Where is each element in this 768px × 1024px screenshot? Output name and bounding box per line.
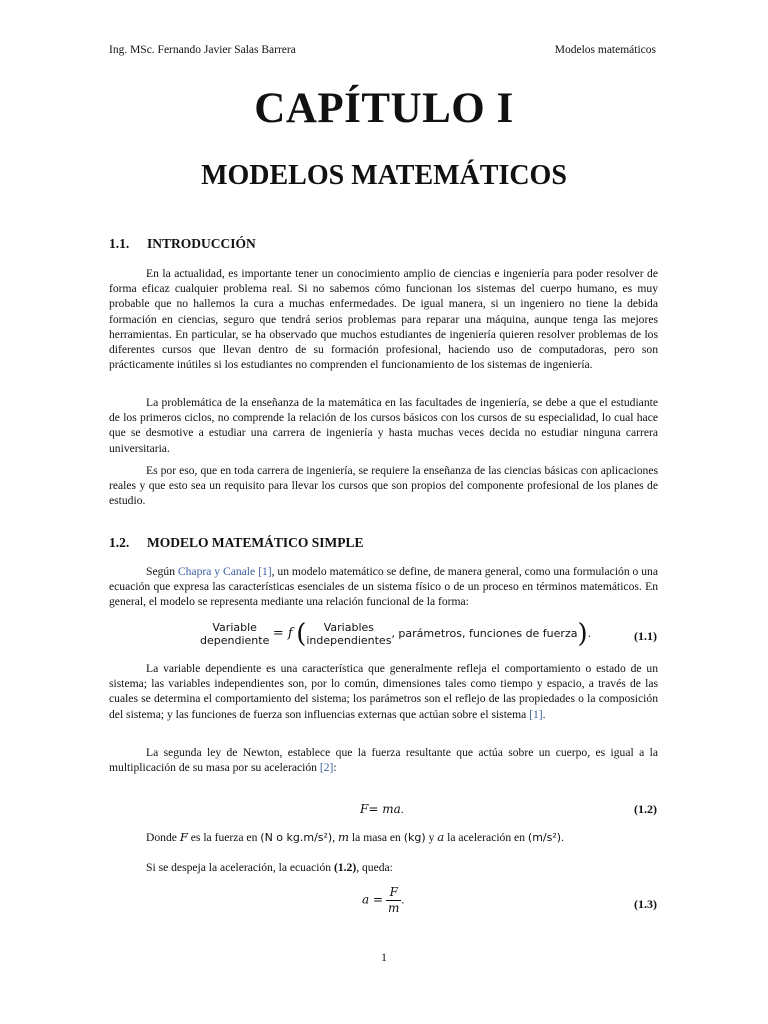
section-title: MODELO MATEMÁTICO SIMPLE <box>147 535 364 550</box>
chapter-subtitle: MODELOS MATEMÁTICOS <box>201 160 567 191</box>
equation-1-1: Variable dependiente = f ( Variables independientes, parámetros, funciones de fuerza). <box>200 619 592 649</box>
intro-paragraph-2: La problemática de la enseñanza de la matemática en las facultades de ingeniería, se debe a que el estudiante de los primeros ciclos, no comprende la relación de los cursos básicos con los cursos de su especialidad, lo cual hace que se desmotive a estudiar una carrera de ingeniería y hasta muchas veces decida no estudiar ninguna carrera universitaria. <box>109 396 658 455</box>
equation-1-2: F= ma. <box>360 802 404 816</box>
equation-1-3: a = $\frac{F}{m}$ . <box>362 885 405 915</box>
header-title: Modelos matemáticos <box>554 44 656 56</box>
modelo-paragraph-3: La segunda ley de Newton, establece que la fuerza resultante que actúa sobre un cuerpo, es igual a la multiplicación de su masa por su aceleración [2]: <box>109 746 658 775</box>
modelo-paragraph-5: Si se despeja la aceleración, la ecuación (1.2), queda: <box>146 861 393 874</box>
intro-paragraph-3: Es por eso, que en toda carrera de ingeniería, se requiere la enseñanza de las ciencias básicas con aplicaciones reales y que esto sea un requisito para llevar los cursos que son propios del componente profesional de los planes de estudio. <box>109 464 658 508</box>
equation-lhs: Variable dependiente <box>200 621 270 647</box>
equation-number: (1.2) <box>634 802 657 816</box>
equation-fraction: $\frac{F}{m}$ <box>388 885 400 915</box>
section-heading-introduccion <box>109 236 256 252</box>
citation-1-link[interactable]: [1] <box>529 707 543 721</box>
equation-number: (1.3) <box>634 897 657 911</box>
modelo-paragraph-2: La variable dependiente es una característica que generalmente refleja el comportamiento o estado de un sistema; las variables independientes son, por lo común, dimensiones tales como tiempo y espacio, a través de las cuales se determina el comportamiento del sistema; los parámetros son el reflejo de las propiedades o la composición del sistema; y las funciones de fuerza son influencias externas que actúan sobre el sistema [1]. <box>109 662 658 721</box>
equation-arg-variables: Variables independientes <box>306 621 392 647</box>
citation-1-link[interactable]: [1] <box>258 565 272 578</box>
section-number: 1.1. <box>109 236 130 251</box>
section-title: INTRODUCCIÓN <box>147 236 256 251</box>
modelo-paragraph-4: Donde F es la fuerza en (N o kg.m/s²), m la masa en (kg) y a la aceleración en (m/s²). <box>146 830 564 844</box>
intro-paragraph-1: En la actualidad, es importante tener un conocimiento amplio de ciencias e ingeniería para poder resolver de forma eficaz cualquier problema real. Si no sabemos cómo funcionan los sistemas del cuerpo humano, es muy probable que no hallemos la cura a muchas enfermedades. De igual manera, si un ingeniero no tiene la debida formación en ciencias, seguro que tendrá serios problemas para reparar una máquina, aunque tenga las mejores herramientas. En particular, se ha observado que muchos estudiantes de ingeniería quieren resolver problemas de los diferentes cursos que llevan dentro de su formación profesional, haciendo uso de computadoras, pero son prácticamente inútiles si los estudiantes no comprenden el funcionamiento de los sistemas de ingeniería. <box>109 267 658 372</box>
equation-number: (1.1) <box>634 629 657 643</box>
chapter-title: CAPÍTULO I <box>254 85 514 132</box>
citation-chapra-canale-link[interactable]: Chapra y Canale <box>177 565 256 578</box>
page-number: 1 <box>381 952 387 964</box>
citation-2-link[interactable]: [2] <box>319 761 334 775</box>
modelo-paragraph-1: Según Chapra y Canale [1], un modelo matemático se define, de manera general, como una formulación o una ecuación que expresa las características esenciales de un sistema físico o de un proceso en términos matemáticos. En general, el modelo se representa mediante una relación funcional de la forma: <box>109 565 658 609</box>
header-author: Ing. MSc. Fernando Javier Salas Barrera <box>109 44 296 56</box>
section-heading-modelo-simple <box>109 535 364 551</box>
section-number: 1.2. <box>109 535 130 550</box>
